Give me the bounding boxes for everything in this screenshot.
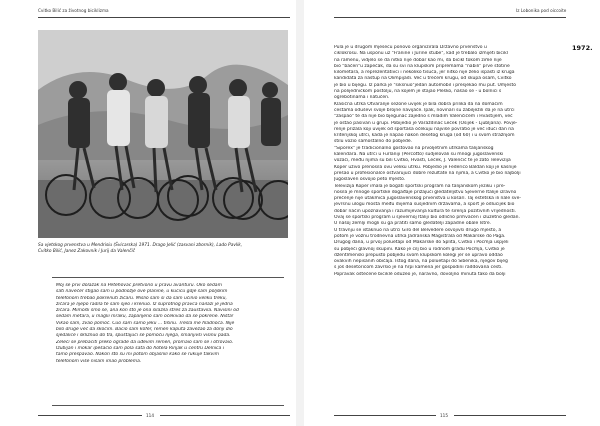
body-line: na polijednićkom postolju, na kojem je stajao Pleško, našao se - u bolnici s bbox=[334, 89, 502, 95]
box-line: žičara. Mimošli smo se, ana kon što je ona silazila stres za zaustavila. Navisini od bbox=[56, 308, 239, 314]
body-line: dobar način upoznavanja i razumijevanja kultura te širenja pozitivnih vrijednosti. bbox=[334, 208, 517, 214]
body-line: "zaspao" te da nije bio bjegunac zajedno s mladim Valenčičem i Hvastijem, već bbox=[334, 114, 513, 120]
body-line: Klasična utrka Otvaranje sezone uvijek je bila dobra prilika da na domaćim bbox=[334, 101, 503, 107]
body-line: Ovaj se sportski program u sjevernoj Italiji bio odlično prihvaćen i izuzetno gledan. bbox=[334, 215, 520, 221]
body-line: ciklokrosu. Na usponu uz "Franine i Jurine stube", kad je trebalo izmijeti bicikl bbox=[334, 51, 509, 57]
body-line: prečenje nije utakmica jugoslavenskog prvenstva u košari. Taj estetska ili nale sve- bbox=[334, 196, 521, 202]
body-line: vozači, među njima su bili Cvitko, Hvasti, Leček, J. Valenčič te je zato Televizija bbox=[334, 158, 511, 164]
box-line: Vikao sam, zvao pomoć. Čuo sam samo jeku ... tišinu. Tresla me hladnoća. Nije bbox=[56, 320, 235, 326]
box-line: bilo druge već da skočim. Bacio sam kofer, remen kaputa zavezao za donji dio bbox=[56, 327, 233, 333]
box-line: tamo prespavao. Nakon što su mi potom objasnili kako se rukuje takvim bbox=[56, 352, 219, 358]
body-line: Televizija Koper imala je bogati sportski program na talijanskom jeziku i pre- bbox=[334, 183, 506, 189]
cyclists-photo-illustration bbox=[38, 30, 288, 238]
body-line: potom je vožnu trodnevna utrka Jadranska Magistrala od Makarske do Paga. bbox=[334, 233, 506, 239]
body-line: prešao u profesionalce ostvarujući dobre rezultate na njima, a Cvitko je bio najbolji bbox=[334, 170, 521, 176]
body-line: kriterijskoj utrci, kada je napao nakon desetog kruga (od 60) i u svom stražnjom bbox=[334, 133, 515, 139]
left-running-head: Cvitko Bilić za životnog biciklizma bbox=[38, 8, 109, 13]
body-line: su pobjeći glavnoj skupini. Kako je cilj bio u rodnom gradu Pocmja, Cvitko je bbox=[334, 246, 505, 252]
body-line: renje prizala koji uvijek od sportaša očekuju najviše povratio je već idući dan na bbox=[334, 126, 514, 132]
body-line: na ramenu, vidjelo se da nitko nije dobar kao mi, da bicikl tokom zime nije bbox=[334, 57, 502, 63]
left-page bbox=[0, 0, 296, 426]
left-folio-rule-a bbox=[38, 415, 142, 416]
body-line: jevrsnu ulogu mosta među dvjema susjednim državama, a sport je odlucijek bio bbox=[334, 202, 515, 208]
caption-line: Cvitko Bilić, Janez Zakovnik i Jurij da Valenčič bbox=[38, 249, 135, 255]
cyclists-photo bbox=[38, 30, 288, 238]
body-line: Drugog dana, u prvoj poluetapi od Makarske do Splita, Cvitko i Pocmja uspjeli bbox=[334, 240, 509, 246]
box-line: sati navečer stigao sam u podnožje ove planine, u kućicu gdje sam poljskim bbox=[56, 289, 228, 295]
body-line: bio "bačen"u zapećak, da su svi na klupskim pripremama "nabili" prve stotine bbox=[334, 63, 510, 69]
body-line: s još desetoricom završio je na hrpi kamena jer gospodini raddovana cesti. bbox=[334, 265, 503, 271]
chapter-body-text bbox=[334, 45, 564, 278]
body-line: Jugoslaven osvojio peto mjesto. bbox=[334, 177, 406, 183]
right-head-rule bbox=[334, 17, 566, 18]
body-line: Pula je u drugom mjesecu ponovo organizirala Državno prvenstvo u bbox=[334, 45, 487, 50]
body-line: je ostao pasivan u grupi. Pobijedio je Varaždinac Leček (Osijek - Ljubljana). Povje- bbox=[334, 120, 518, 126]
box-line: Moj se prvi dolazak na Petehovac pretvorio u pravu avanturu. Oko sedam bbox=[56, 283, 222, 288]
body-line: kilometara, a reprezentativci i nekoliko tisuća, jer nitko nije želio ispasti iz kruga bbox=[334, 70, 515, 76]
right-folio-rule-a bbox=[334, 415, 436, 416]
body-line: ogrebotinama i natučen. bbox=[334, 95, 390, 101]
body-line: stilu vozio samostalno do pobjede. bbox=[334, 139, 413, 145]
box-line: Izubijan i mokar ipešačio sam pola sata do hotela Rinjak u centru Delnica i bbox=[56, 345, 224, 351]
body-line: džentlmenski prepusto pobjedu svom klupskom kolegi jer se upravo oddao bbox=[334, 252, 503, 258]
body-line: nosila je mnoge sportske događaje prižajući gledateljstvu Sjeverne Italije izravno bbox=[334, 189, 517, 195]
anecdote-box bbox=[52, 277, 284, 406]
anecdote-text bbox=[56, 283, 280, 365]
photo-caption bbox=[38, 243, 290, 255]
box-line: telefonom trebao pokrenuti žičaru. Mislio sam si da sam učinio veliku treku, bbox=[56, 295, 227, 301]
right-folio: 115 bbox=[440, 413, 448, 418]
right-running-head: Iz Lobonika pod oiccoite bbox=[516, 8, 567, 13]
box-line: sedam metara, u maglii mraku, zapanjeno sam očekivao da se pokrene. Ništa! bbox=[56, 314, 234, 320]
body-line: kandidata za nastup na Olimpijadi. Već u trećem krugu, od skupa osam, Cvitko bbox=[334, 76, 512, 82]
body-line: cestama oduševí svoje brojne navijače. Ipak, novinari su zabilježili da je na utrci bbox=[334, 107, 515, 113]
body-line: ovakvih nepisanih običaja. Istog dana, na poluetapi do Šibenika, njegov bijeg bbox=[334, 259, 508, 265]
left-folio: 114 bbox=[146, 413, 154, 418]
box-line: žičara je lijepo radila te sam sjeo i krenuo. Iz suprotnog pravca nailazi je jedna bbox=[56, 301, 233, 307]
body-line: Popravak oštećene biciklé oduzeo je, naravno, dovoljno minuta tako da bolji bbox=[334, 271, 506, 277]
left-folio-rule-b bbox=[160, 415, 290, 416]
right-folio-rule-b bbox=[454, 415, 566, 416]
year-marker: 1972. bbox=[572, 44, 593, 52]
book-gutter bbox=[296, 0, 304, 426]
body-line: je bio u bijegu. Iz parka je "siksnuo"jedan automobil i presjekao mu put. Umjesto bbox=[334, 82, 517, 88]
box-line: telefonom više nisam imao problema. bbox=[56, 358, 142, 364]
left-head-rule bbox=[38, 17, 290, 18]
body-line: kalendara. Na utrci u Furlaniji (Percotto) sudjelovali su mnogi jugoslavenski bbox=[334, 152, 504, 158]
body-line: U našoj zemlji mogli su ga pratiti samo gledatelji zapadne obale Istre. bbox=[334, 221, 492, 227]
body-line: U travnju se istaknuo na utrci Giro del Belvedere osvojivši drugo mjesto, a bbox=[334, 227, 502, 233]
caption-line: Sa vjetskog prvenstva u Mendrisiu (Švicarska) 1971. Drago Jelić (zasvani zbornik), Lado Pavlik, bbox=[38, 243, 243, 248]
body-line: "Siporex" je tradicionalno gostovao na prvoljetnim utrkama talijanskog bbox=[334, 145, 494, 151]
box-line: sjedalice i skliznuo do tla, spuštajući se pomoću njega, smanjivši visinu pada. bbox=[56, 333, 231, 339]
body-line: Koper uživo prenosila ovu veliku utrku. Pobjedio je Federico Baldan koji je kasnije bbox=[334, 164, 517, 170]
box-line: Želeći se prebaciti preko ograde da uđevim remen, promaio sam se i otrovaio. bbox=[56, 339, 234, 345]
